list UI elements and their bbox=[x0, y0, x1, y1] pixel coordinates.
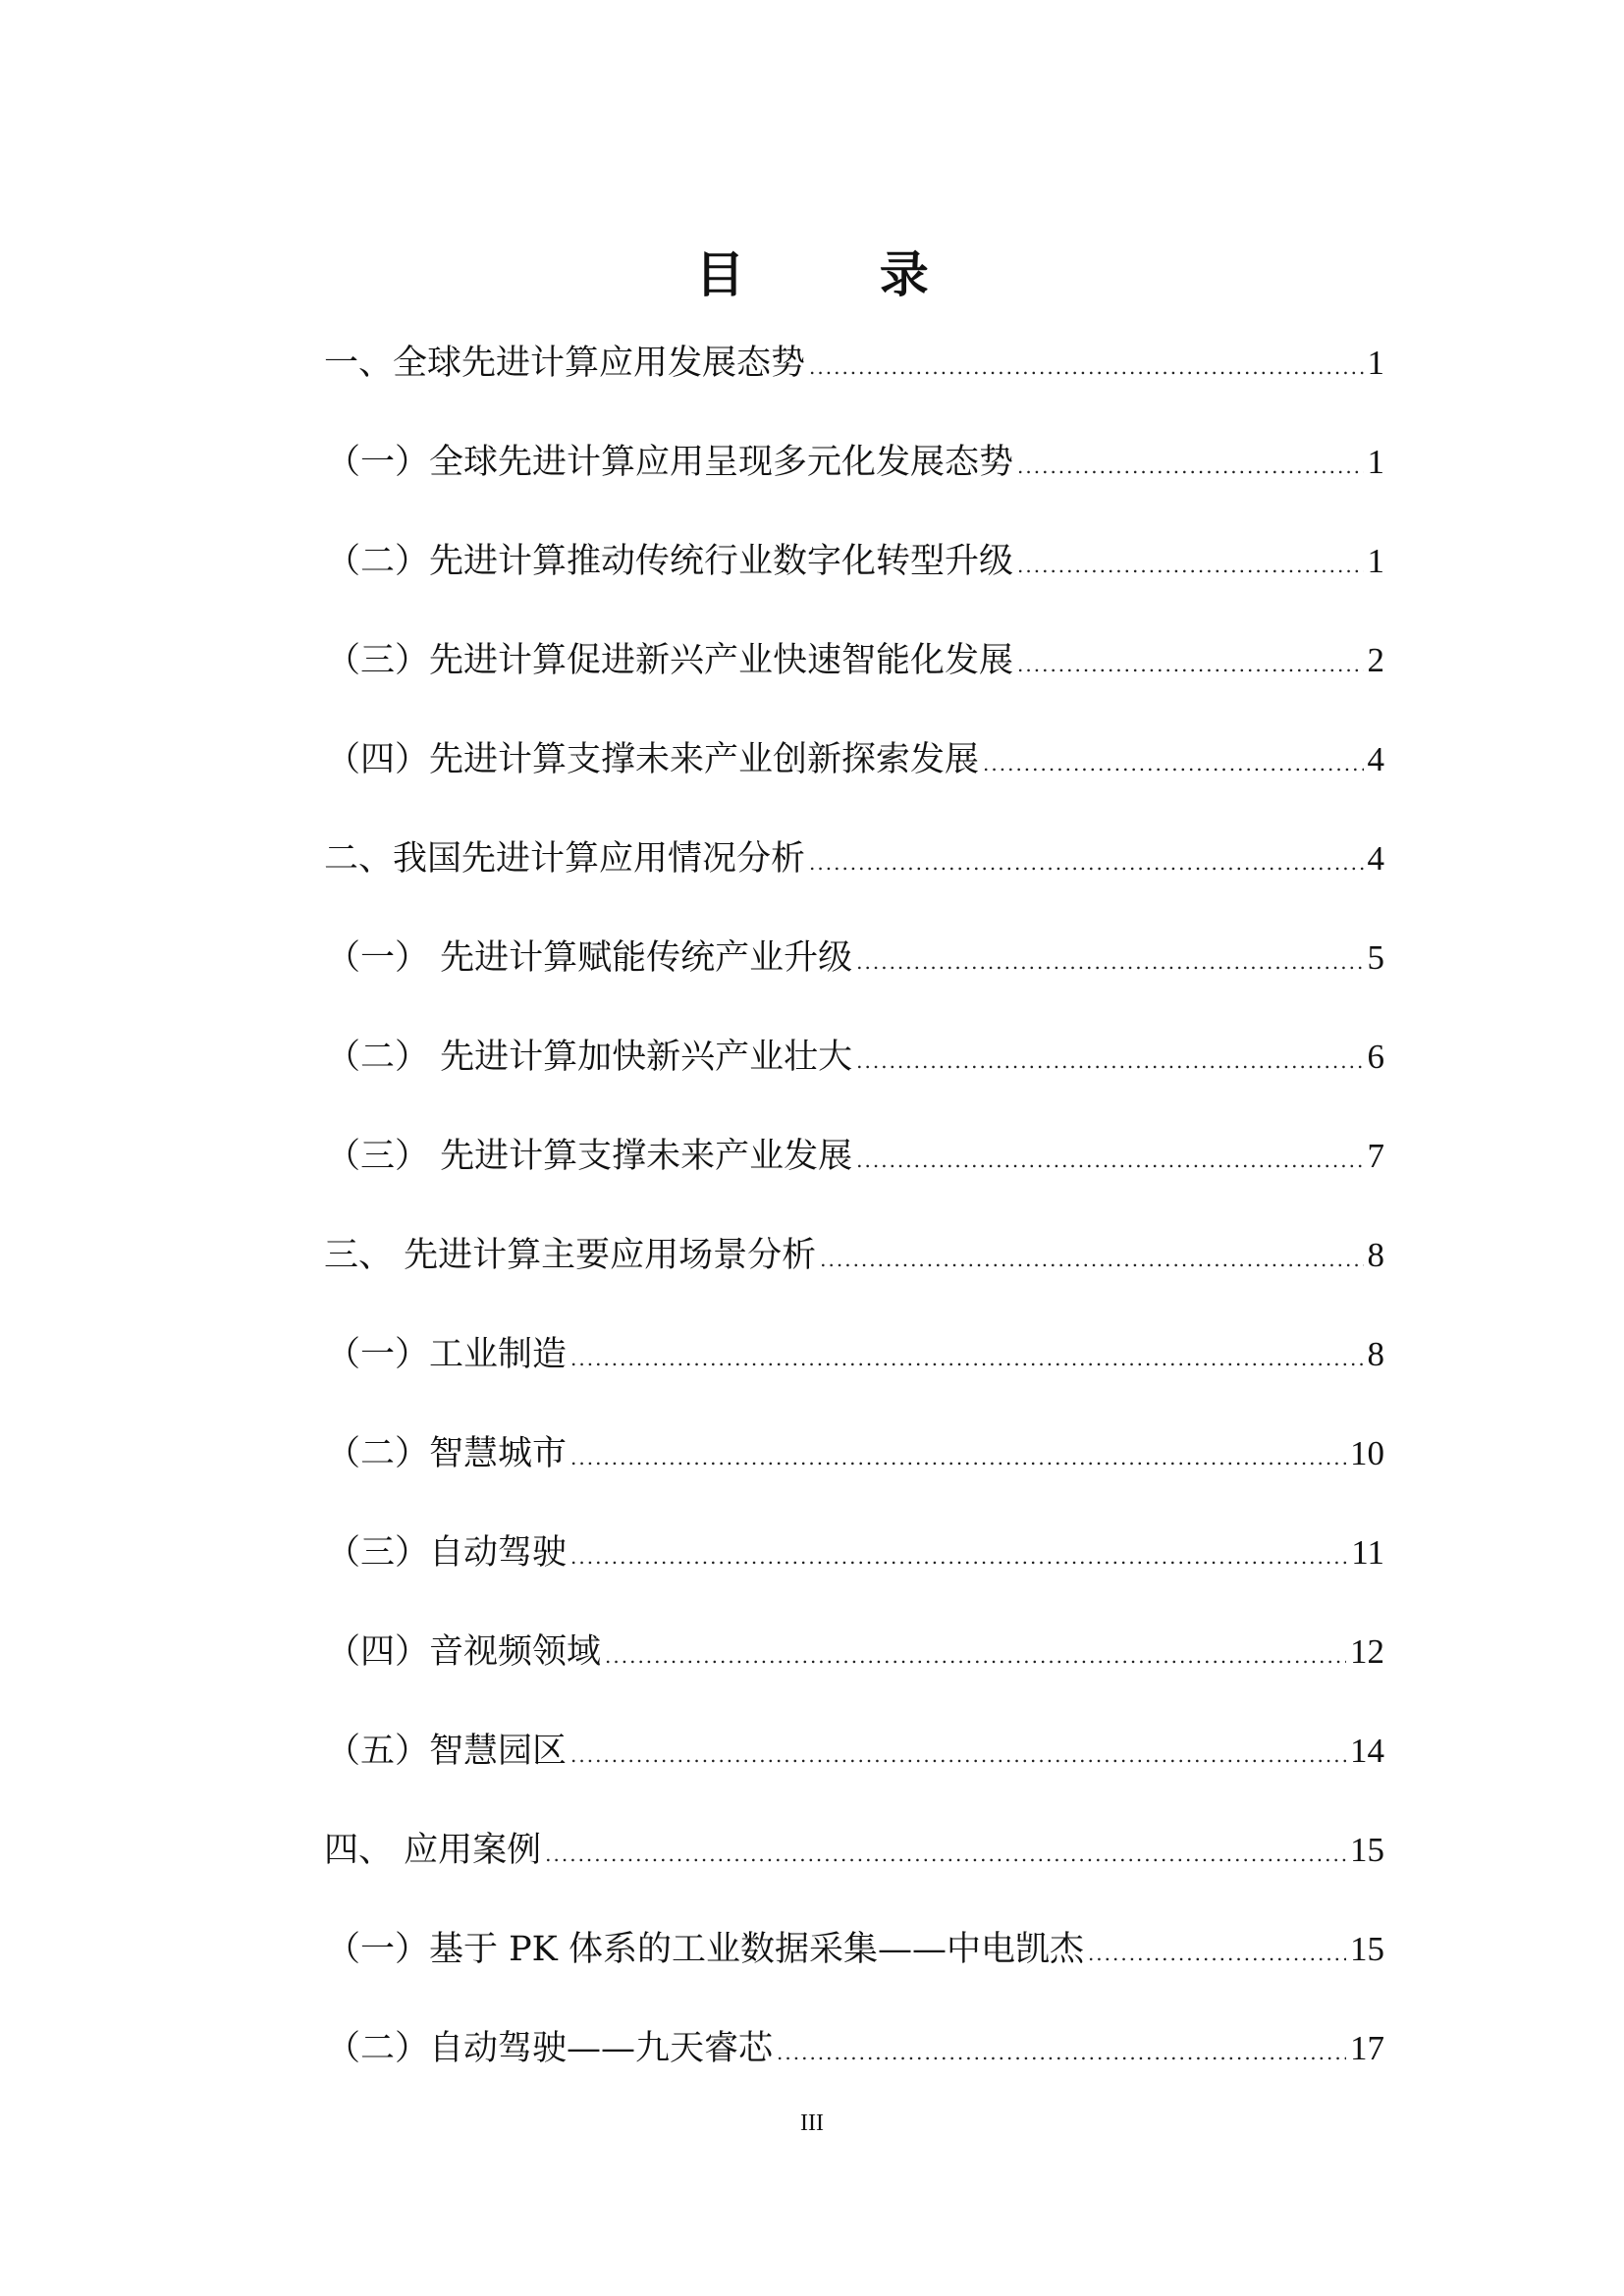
toc-entry-label: 三、 先进计算主要应用场景分析 bbox=[324, 1236, 817, 1275]
toc-entry-label: 四、 应用案例 bbox=[324, 1831, 542, 1870]
toc-leader-dots bbox=[820, 1225, 1363, 1294]
toc-entry-page: 7 bbox=[1367, 1137, 1384, 1175]
toc-leader-dots bbox=[809, 828, 1363, 897]
toc-entry-page: 2 bbox=[1367, 641, 1384, 679]
toc-entry-page: 4 bbox=[1367, 740, 1384, 778]
toc-entry-page: 12 bbox=[1350, 1632, 1384, 1671]
toc-entry-label: （二）先进计算推动传统行业数字化转型升级 bbox=[326, 542, 1014, 581]
toc-leader-dots bbox=[570, 1522, 1347, 1591]
toc-leader-dots bbox=[983, 729, 1363, 798]
toc-entry-label: （四）音视频领域 bbox=[326, 1632, 602, 1672]
toc-leader-dots bbox=[570, 1324, 1363, 1393]
toc-leader-dots bbox=[1017, 630, 1363, 699]
toc-entry-page: 5 bbox=[1367, 938, 1384, 977]
toc-entry-label: （一）基于 PK 体系的工业数据采集——中电凯杰 bbox=[326, 1930, 1084, 1969]
toc-entry[interactable] bbox=[324, 1320, 1384, 1419]
toc-entry-page: 1 bbox=[1367, 344, 1384, 382]
toc-entry-label: （一）全球先进计算应用呈现多元化发展态势 bbox=[326, 443, 1014, 482]
toc-entry-page: 1 bbox=[1367, 443, 1384, 481]
toc-entry-page: 10 bbox=[1350, 1434, 1384, 1472]
toc-leader-dots bbox=[545, 1820, 1346, 1889]
toc-entry-page: 17 bbox=[1350, 2029, 1384, 2067]
toc-entry-page: 1 bbox=[1367, 542, 1384, 580]
toc-entry-page: 6 bbox=[1367, 1038, 1384, 1076]
toc-entry[interactable] bbox=[324, 1618, 1384, 1717]
toc-leader-dots bbox=[570, 1423, 1346, 1492]
toc-entry-label: （五）智慧园区 bbox=[326, 1732, 568, 1771]
toc-entry[interactable] bbox=[324, 1717, 1384, 1816]
toc-entry[interactable] bbox=[324, 329, 1384, 428]
toc-entry[interactable] bbox=[324, 1419, 1384, 1519]
toc-entry-page: 8 bbox=[1367, 1335, 1384, 1373]
toc-entry-label: （三）先进计算促进新兴产业快速智能化发展 bbox=[326, 641, 1014, 680]
page-number: III bbox=[800, 2110, 824, 2136]
toc-entry[interactable] bbox=[324, 1221, 1384, 1320]
toc-entry[interactable] bbox=[324, 2014, 1384, 2113]
toc-entry-label: （四）先进计算支撑未来产业创新探索发展 bbox=[326, 740, 980, 779]
toc-entry[interactable] bbox=[324, 725, 1384, 825]
toc-title: 目 录 bbox=[695, 246, 988, 303]
toc-entry-label: （二）自动驾驶——九天睿芯 bbox=[326, 2029, 774, 2068]
toc-leader-dots bbox=[856, 928, 1363, 996]
toc-leader-dots bbox=[856, 1027, 1363, 1095]
toc-leader-dots bbox=[1017, 531, 1363, 600]
toc-entry[interactable] bbox=[324, 1519, 1384, 1618]
toc-entry-label: （二）智慧城市 bbox=[326, 1434, 568, 1473]
toc-entry[interactable] bbox=[324, 924, 1384, 1023]
toc-leader-dots bbox=[1088, 1919, 1346, 1988]
table-of-contents bbox=[324, 329, 1384, 2113]
toc-entry-label: 二、我国先进计算应用情况分析 bbox=[324, 839, 806, 879]
toc-leader-dots bbox=[605, 1622, 1346, 1690]
toc-entry[interactable] bbox=[324, 1122, 1384, 1221]
toc-entry-label: （一） 先进计算赋能传统产业升级 bbox=[326, 938, 853, 978]
toc-leader-dots bbox=[570, 1721, 1346, 1789]
toc-entry-page: 11 bbox=[1351, 1533, 1384, 1572]
toc-entry[interactable] bbox=[324, 1816, 1384, 1915]
toc-entry-page: 15 bbox=[1350, 1930, 1384, 1968]
toc-entry-page: 8 bbox=[1367, 1236, 1384, 1274]
toc-leader-dots bbox=[1017, 432, 1363, 501]
toc-entry-page: 4 bbox=[1367, 839, 1384, 878]
toc-leader-dots bbox=[809, 333, 1363, 401]
toc-entry[interactable] bbox=[324, 1915, 1384, 2014]
toc-entry-label: （二） 先进计算加快新兴产业壮大 bbox=[326, 1038, 853, 1077]
toc-entry[interactable] bbox=[324, 527, 1384, 626]
toc-entry[interactable] bbox=[324, 626, 1384, 725]
toc-leader-dots bbox=[856, 1126, 1363, 1195]
toc-entry-page: 14 bbox=[1350, 1732, 1384, 1770]
toc-entry-label: 一、全球先进计算应用发展态势 bbox=[324, 344, 806, 383]
toc-entry-page: 15 bbox=[1350, 1831, 1384, 1869]
toc-entry-label: （一）工业制造 bbox=[326, 1335, 568, 1374]
toc-entry-label: （三）自动驾驶 bbox=[326, 1533, 568, 1573]
toc-entry[interactable] bbox=[324, 428, 1384, 527]
toc-leader-dots bbox=[777, 2018, 1346, 2087]
toc-entry[interactable] bbox=[324, 825, 1384, 924]
toc-entry-label: （三） 先进计算支撑未来产业发展 bbox=[326, 1137, 853, 1176]
toc-entry[interactable] bbox=[324, 1023, 1384, 1122]
